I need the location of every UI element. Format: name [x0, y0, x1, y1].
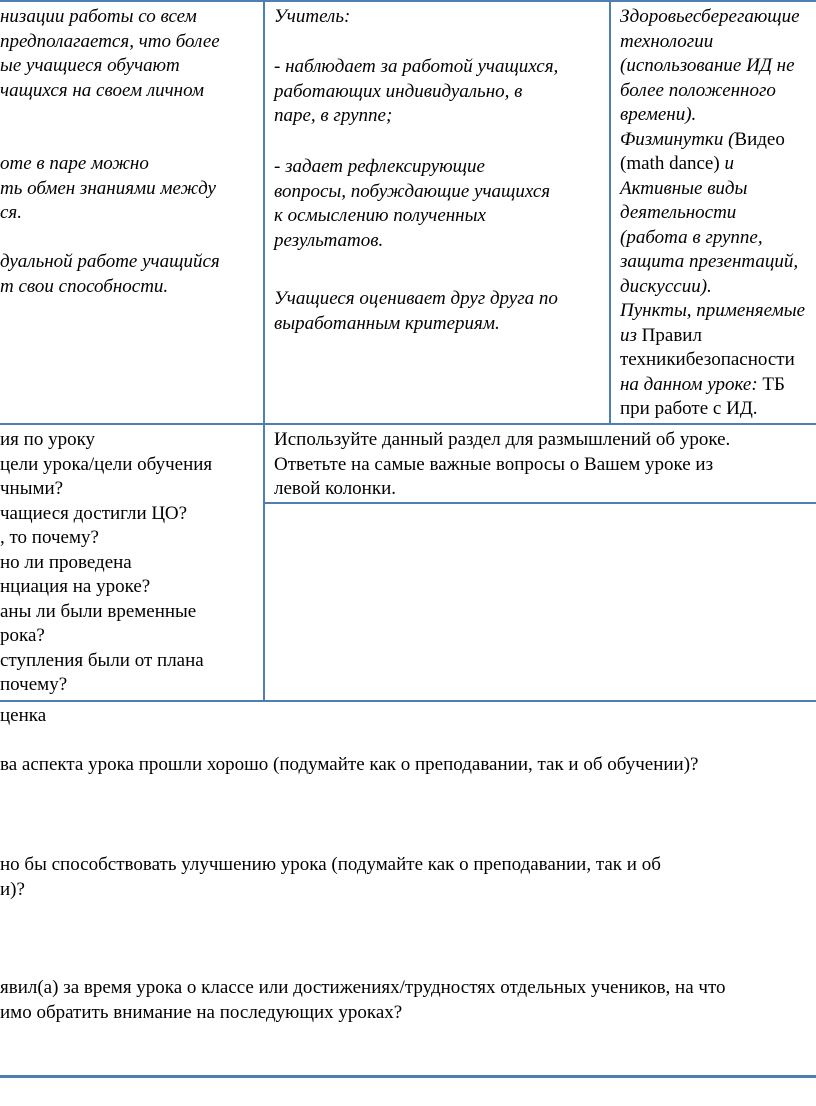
col1-top-text: низации работы со всем предполагается, что более ые учащиеся обучают чащихся на своем личном оте в паре можно ть обмен знаниями между ся. дуальной работе учащийся т свои способности.: [0, 6, 220, 297]
question-learned: явил(а) за время урока о классе или достижениях/трудностях отдельных учеников, на что имо обратить внимание на последующих уроках?: [0, 977, 726, 1023]
teacher-para-peer-assessment: Учащиеся оценивает друг друга по выработанным критериям.: [274, 288, 558, 334]
row-divider-1: [0, 423, 816, 425]
row-divider-3: [0, 700, 816, 702]
table-bottom-border: [0, 1075, 816, 1078]
teacher-para-observe: - наблюдает за работой учащихся, работающих индивидуально, в паре, в группе;: [274, 56, 559, 126]
col-divider-1: [263, 0, 265, 701]
question-improve: но бы способствовать улучшению урока (подумайте как о преподавании, так и об и)?: [0, 854, 661, 900]
health-technologies-text: Здоровьесберегающие технологии (использование ИД не более положенного времени). Физминутки (Видео (math dance) и Активные виды деятельности (работа в группе, защита презентаций, дискуссии). Пункты, применяемые из Правил техникибезопасности на данном уроке: ТБ при работе с ИД.: [620, 6, 806, 419]
teacher-heading: Учитель:: [274, 6, 351, 27]
row-divider-2: [264, 502, 816, 504]
col-divider-2: [609, 0, 611, 424]
reflection-questions: ия по уроку цели урока/цели обучения чными? чащиеся достигли ЦО? , то почему? но ли проведена нциация на уроке? аны ли были временные рока? ступления были от плана почему?: [0, 429, 213, 695]
reflection-answer-area[interactable]: [266, 505, 814, 699]
table-top-border: [0, 0, 816, 2]
reflection-instructions: Используйте данный раздел для размышлений об уроке. Ответьте на самые важные вопросы о Вашем уроке из левой колонки.: [274, 429, 731, 499]
question-went-well: ва аспекта урока прошли хорошо (подумайте как о преподавании, так и об обучении)?: [0, 754, 699, 775]
teacher-para-questions: - задает рефлексирующие вопросы, побуждающие учащихся к осмыслению полученных результатов.: [274, 156, 551, 251]
assessment-title: ценка: [0, 705, 47, 726]
